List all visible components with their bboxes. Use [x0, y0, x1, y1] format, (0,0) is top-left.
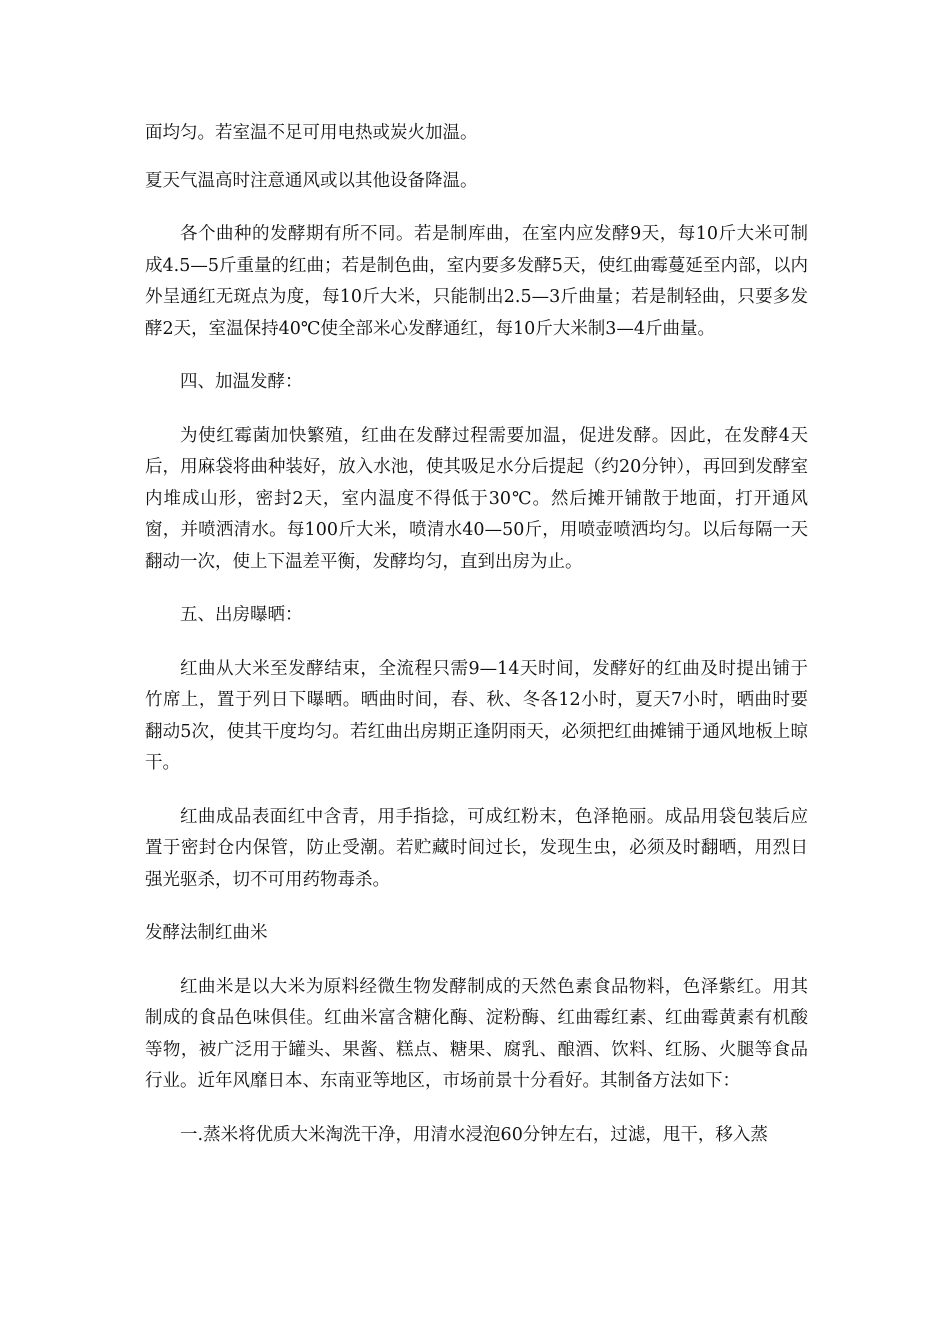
- paragraph-sun-drying: 红曲从大米至发酵结束，全流程只需9—14天时间，发酵好的红曲及时提出铺于竹席上，置于列日下曝晒。晒曲时间，春、秋、冬各12小时，夏天7小时，晒曲时要翻动5次，使其干度均匀。若红曲出房期正逢阴雨天，必须把红曲摊铺于通风地板上晾干。: [145, 658, 808, 773]
- section-heading-heated-fermentation: 四、加温发酵：: [180, 372, 303, 392]
- paragraph-fermentation-period: 各个曲种的发酵期有所不同。若是制库曲，在室内应发酵9天，每10斤大米可制成4.5—5斤重量的红曲；若是制色曲，室内要多发酵5天，使红曲霉蔓延至内部，以内外呈通红无斑点为度，每10斤大米，只能制出2.5—3斤曲量；若是制轻曲，只要多发酵2天，室温保持40℃使全部米心发酵通红，每10斤大米制3—4斤曲量。: [145, 224, 808, 339]
- section-title-red-yeast-rice: 发酵法制红曲米: [145, 923, 268, 943]
- section-heading-sun-drying: 五、出房曝晒：: [180, 605, 303, 625]
- paragraph-heated-fermentation: 为使红霉菌加快繁殖，红曲在发酵过程需要加温，促进发酵。因此，在发酵4天后，用麻袋将曲种装好，放入水池，使其吸足水分后提起（约20分钟），再回到发酵室内堆成山形，密封2天，室内温度不得低于30℃。然后摊开铺散于地面，打开通风窗，并喷洒清水。每100斤大米，喷清水40—50斤，用喷壶喷洒均匀。以后每隔一天翻动一次，使上下温差平衡，发酵均匀，直到出房为止。: [145, 425, 808, 572]
- document-body: [145, 118, 808, 1173]
- paragraph-summer-cooling: 夏天气温高时注意通风或以其他设备降温。: [145, 170, 478, 191]
- paragraph-continuation: 面均匀。若室温不足可用电热或炭火加温。: [145, 123, 478, 143]
- paragraph-steaming-rice: 一.蒸米将优质大米淘洗干净，用清水浸泡60分钟左右，过滤，甩干，移入蒸: [180, 1124, 768, 1145]
- paragraph-finished-product: 红曲成品表面红中含青，用手指捻，可成红粉末，色泽艳丽。成品用袋包装后应置于密封仓内保管，防止受潮。若贮藏时间过长，发现生虫，必须及时翻晒，用烈日强光驱杀，切不可用药物毒杀。: [145, 806, 808, 890]
- paragraph-red-yeast-rice-intro: 红曲米是以大米为原料经微生物发酵制成的天然色素食品物料，色泽紫红。用其制成的食品色味俱佳。红曲米富含糖化酶、淀粉酶、红曲霉红素、红曲霉黄素有机酸等物，被广泛用于罐头、果酱、糕点、糖果、腐乳、酿酒、饮料、红肠、火腿等食品行业。近年风靡日本、东南亚等地区，市场前景十分看好。其制备方法如下：: [145, 976, 808, 1091]
